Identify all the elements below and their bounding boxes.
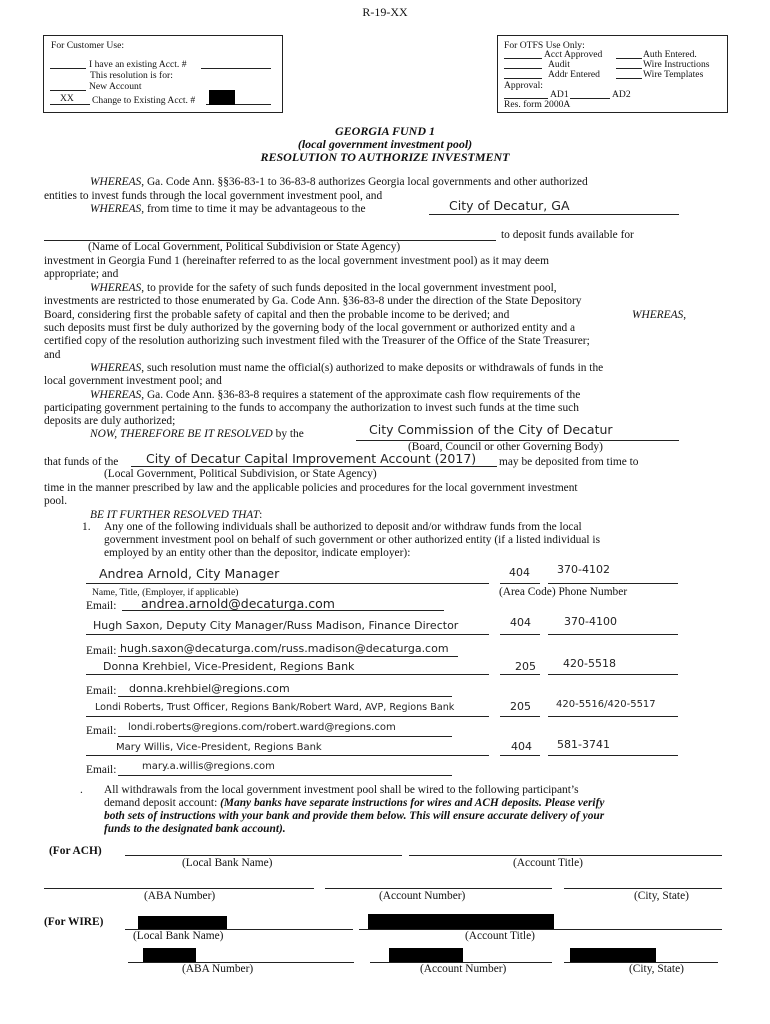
whereas-1-line-a: WHEREAS, Ga. Code Ann. §§36-83-1 to 36-83-8 authorizes Georgia local governments and other authorized (90, 176, 588, 188)
redaction-block (368, 914, 554, 929)
time-line-1: time in the manner prescribed by law and the applicable policies and procedures for the local government investment (44, 482, 578, 494)
funds-name-value[interactable]: City of Decatur Capital Improvement Account (2017) (146, 451, 477, 466)
whereas-3-line-c: Board, considering first the probable safety of capital and then the probable income to be derived; and (44, 309, 510, 321)
withdrawals-bullet: . (80, 784, 83, 796)
funds-of-label: that funds of the (44, 456, 119, 468)
wire-label: (For WIRE) (44, 916, 104, 928)
gov-name-field[interactable] (429, 214, 679, 215)
person-area-code[interactable]: 404 (510, 616, 531, 629)
whereas-5-line-b: local government investment pool; and (44, 375, 222, 387)
redaction-block (209, 90, 235, 105)
resolution-for-label: This resolution is for: (90, 70, 173, 81)
wire-templates-label: Wire Templates (643, 69, 704, 80)
person-phone[interactable]: 370-4102 (557, 563, 610, 576)
ach-city-state-field[interactable] (564, 888, 722, 889)
person-phone[interactable]: 420-5516/420-5517 (556, 699, 656, 710)
ach-account-title-caption: (Account Title) (513, 857, 583, 869)
whereas-2-line: WHEREAS, from time to time it may be advantageous to the (90, 203, 366, 215)
person-phone[interactable]: 581-3741 (557, 738, 610, 751)
person-phone[interactable]: 370-4100 (564, 615, 617, 628)
email-label: Email: (86, 645, 117, 657)
withdrawals-line-2: demand deposit account: (Many banks have separate instructions for wires and ACH deposits. Please verify (104, 797, 605, 809)
now-therefore-line: NOW, THEREFORE BE IT RESOLVED by the (90, 428, 304, 440)
email-label: Email: (86, 600, 117, 612)
otfs-box-title: For OTFS Use Only: (504, 40, 585, 51)
ach-city-state-caption: (City, State) (634, 890, 689, 902)
wire-instructions-label: Wire Instructions (643, 59, 710, 70)
phone-caption: (Area Code) Phone Number (499, 586, 628, 598)
customer-box-title: For Customer Use: (51, 40, 125, 51)
person-area-code[interactable]: 404 (511, 740, 532, 753)
whereas-5-line-a: WHEREAS, such resolution must name the official(s) authorized to make deposits or withdrawals of funds in the (90, 362, 604, 374)
name-caption: (Name of Local Government, Political Subdivision or State Agency) (88, 241, 401, 253)
heading-resolution: RESOLUTION TO AUTHORIZE INVESTMENT (260, 150, 510, 164)
redaction-block (389, 948, 463, 962)
governing-body-value[interactable]: City Commission of the City of Decatur (369, 422, 613, 437)
item-1-line-c: employed by an entity other than the depositor, indicate employer): (104, 547, 411, 559)
ach-aba-field[interactable] (44, 888, 314, 889)
whereas-4-line-b: certified copy of the resolution authorizing such investment filed with the Treasurer of the Office of the State Treasurer; (44, 335, 590, 347)
whereas-6-line-c: deposits are duly authorized; (44, 415, 176, 427)
acct-approved-label: Acct Approved (544, 49, 603, 60)
ach-bank-name-field[interactable] (125, 855, 402, 856)
whereas-1-line-b: entities to invest funds through the local government investment pool, and (44, 190, 383, 202)
ad1-label: AD1 (550, 89, 569, 100)
invest-line-2: appropriate; and (44, 268, 119, 280)
redaction-block (138, 916, 227, 929)
local-caption: (Local Government, Political Subdivision, or State Agency) (104, 468, 377, 480)
name-title-caption: Name, Title, (Employer, if applicable) (92, 587, 239, 598)
whereas-6-line-b: participating government pertaining to the funds to accompany the authorization to invest such funds at the time such (44, 402, 579, 414)
person-email[interactable]: andrea.arnold@decaturga.com (141, 596, 335, 611)
withdrawals-line-3: both sets of instructions with your bank and provide them below. This will ensure accurate delivery of your (104, 810, 605, 822)
wire-aba-caption: (ABA Number) (182, 963, 254, 975)
res-form-label: Res. form 2000A (504, 99, 571, 110)
email-label: Email: (86, 725, 117, 737)
otfs-use-box (497, 35, 728, 113)
invest-line-1: investment in Georgia Fund 1 (hereinafter referred to as the local government investment pool) as it may deem (44, 255, 549, 267)
ad2-label: AD2 (612, 89, 631, 100)
whereas-6-line-a: WHEREAS, Ga. Code Ann. §36-83-8 requires a statement of the approximate cash flow requirements of the (90, 389, 581, 401)
item-1-line-b: government investment pool on behalf of such government or other authorized entity (if a listed individual is (104, 534, 601, 546)
email-label: Email: (86, 685, 117, 697)
person-name[interactable]: Hugh Saxon, Deputy City Manager/Russ Madison, Finance Director (93, 619, 459, 632)
item-1-line-a: Any one of the following individuals shall be authorized to deposit and/or withdraw funds from the local (104, 521, 582, 533)
ach-label: (For ACH) (49, 845, 102, 857)
wire-account-number-caption: (Account Number) (420, 963, 507, 975)
person-area-code[interactable]: 205 (515, 660, 536, 673)
funds-name-field[interactable] (131, 466, 497, 467)
approval-label: Approval: (504, 80, 543, 91)
person-email[interactable]: donna.krehbiel@regions.com (129, 682, 290, 695)
person-phone[interactable]: 420-5518 (563, 657, 616, 670)
wire-account-title-caption: (Account Title) (465, 930, 535, 942)
new-account-label: New Account (89, 81, 142, 92)
person-name[interactable]: Donna Krehbiel, Vice-President, Regions Bank (103, 660, 355, 673)
change-mark: XX (60, 93, 74, 104)
wire-city-state-caption: (City, State) (629, 963, 684, 975)
whereas-3-line-a: WHEREAS, to provide for the safety of such funds deposited in the local government investment pool, (90, 282, 557, 294)
ach-account-title-field[interactable] (409, 855, 722, 856)
time-line-2: pool. (44, 495, 68, 507)
redaction-block (570, 948, 656, 962)
customer-use-box (43, 35, 283, 113)
may-deposit-text: may be deposited from time to (499, 456, 639, 468)
person-name[interactable]: Mary Willis, Vice-President, Regions Bank (116, 742, 322, 753)
redaction-block (143, 948, 196, 962)
gov-name-value[interactable]: City of Decatur, GA (449, 198, 570, 213)
whereas-4-keyword: WHEREAS, (632, 309, 687, 321)
further-resolved: BE IT FURTHER RESOLVED THAT: (90, 509, 263, 521)
auth-entered-label: Auth Entered. (643, 49, 697, 60)
whereas-4-line-c: and (44, 349, 61, 361)
audit-label: Audit (548, 59, 570, 70)
person-email[interactable]: hugh.saxon@decaturga.com/russ.madison@decaturga.com (120, 642, 449, 655)
whereas-3-line-b: investments are restricted to those enumerated by Ga. Code Ann. §36-83-8 under the direction of the State Depository (44, 295, 582, 307)
new-account-field[interactable] (50, 90, 86, 91)
person-area-code[interactable]: 205 (510, 700, 531, 713)
person-email[interactable]: londi.roberts@regions.com/robert.ward@regions.com (128, 722, 396, 733)
deposit-available-text: to deposit funds available for (501, 229, 634, 241)
wire-bank-caption: (Local Bank Name) (133, 930, 224, 942)
person-email[interactable]: mary.a.willis@regions.com (142, 761, 275, 772)
heading-subtitle: (local government investment pool) (297, 137, 473, 151)
item-1-number: 1. (82, 521, 91, 533)
ach-account-number-caption: (Account Number) (379, 890, 466, 902)
withdrawals-line-4: funds to the designated bank account). (104, 823, 286, 835)
person-name[interactable]: Londi Roberts, Trust Officer, Regions Bank/Robert Ward, AVP, Regions Bank (95, 702, 455, 713)
addr-entered-label: Addr Entered (548, 69, 600, 80)
ach-account-number-field[interactable] (325, 888, 552, 889)
whereas-4-line-a: such deposits must first be duly authorized by the governing body of the local government or authorized entity and a (44, 322, 576, 334)
ach-aba-caption: (ABA Number) (144, 890, 216, 902)
withdrawals-line-1: All withdrawals from the local government investment pool shall be wired to the following participant’s (104, 784, 579, 796)
email-label: Email: (86, 764, 117, 776)
wire-account-title-field[interactable] (359, 929, 722, 930)
existing-acct-field[interactable] (201, 68, 271, 69)
heading-title: GEORGIA FUND 1 (334, 124, 436, 138)
person-area-code[interactable]: 404 (509, 566, 530, 579)
change-existing-label: Change to Existing Acct. # (92, 95, 196, 106)
existing-acct-label: I have an existing Acct. # (89, 59, 187, 70)
ach-bank-caption: (Local Bank Name) (182, 857, 273, 869)
board-caption: (Board, Council or other Governing Body) (408, 441, 603, 453)
form-id: R-19-XX (362, 5, 408, 19)
person-name[interactable]: Andrea Arnold, City Manager (99, 566, 280, 581)
